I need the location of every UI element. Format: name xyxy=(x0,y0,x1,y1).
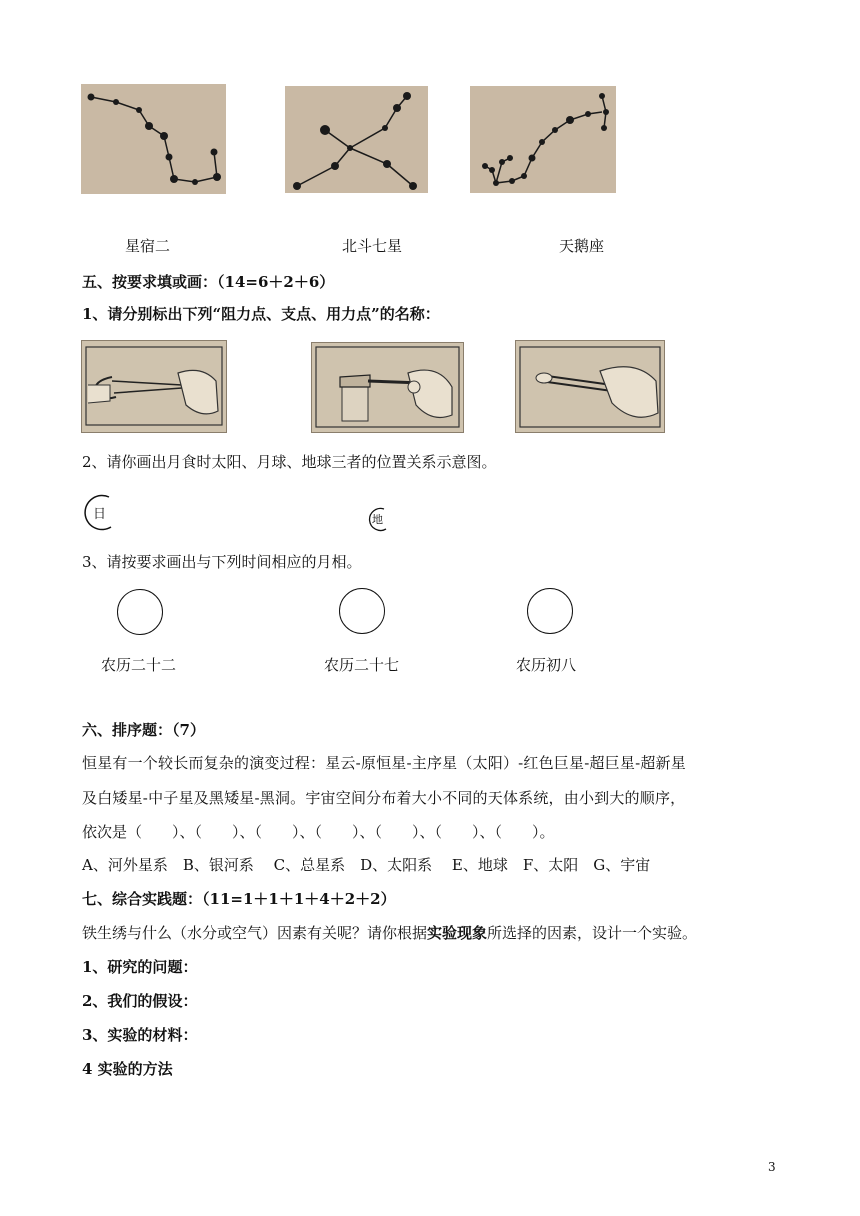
intro-emphasis: 实验现象 xyxy=(427,924,488,942)
section5-heading: 五、按要求填或画：（14=6＋2＋6） xyxy=(82,273,335,291)
section7-heading: 七、综合实践题：（11=1＋1＋1＋4＋2＋2） xyxy=(82,890,396,908)
intro-text: 所选择的因素，设计一个实验。 xyxy=(487,924,698,942)
constellation-photo-1 xyxy=(81,84,226,194)
question-5-3: 3、请按要求画出与下列时间相应的月相。 xyxy=(82,553,362,571)
constellation-label: 天鹅座 xyxy=(559,237,605,255)
question-5-2: 2、请你画出月食时太阳、月球、地球三者的位置关系示意图。 xyxy=(82,453,497,471)
sun-symbol xyxy=(81,493,123,531)
options-line: A、河外星系 B、银河系 C、总星系 D、太阳系 E、地球 F、太阳 G、宇宙 xyxy=(82,856,651,874)
experiment-item: 1、研究的问题： xyxy=(82,958,198,976)
moon-circle[interactable] xyxy=(339,588,385,634)
answer-blanks-line: 依次是（ ）、（ ）、（ ）、（ ）、（ ）、（ ）、（ ）。 xyxy=(82,823,555,841)
tool-photo-tweezers xyxy=(81,340,227,433)
question-text: 1、请分别标出下列“阻力点、支点、用力点”的名称： xyxy=(82,305,440,323)
paragraph-line: 恒星有一个较长而复杂的演变过程：星云-原恒星-主序星（太阳）-红色巨星-超巨星-超新星 xyxy=(82,754,686,772)
section6-heading: 六、排序题：（7） xyxy=(82,721,205,739)
question-5-1 xyxy=(82,304,440,324)
earth-symbol xyxy=(366,506,392,532)
section7-intro xyxy=(82,923,697,943)
moon-circle[interactable] xyxy=(117,589,163,635)
moon-date-label: 农历初八 xyxy=(516,656,577,674)
earth-symbol-label: 地 xyxy=(372,513,383,526)
constellation-label: 星宿二 xyxy=(125,237,171,255)
page-number: 3 xyxy=(768,1160,776,1174)
constellation-photo-2 xyxy=(285,86,428,193)
moon-date-label: 农历二十二 xyxy=(101,656,177,674)
tool-photo-bottle-opener xyxy=(311,342,464,433)
paragraph-line: 及白矮星-中子星及黑矮星-黑洞。宇宙空间分布着大小不同的天体系统，由小到大的顺序， xyxy=(82,789,686,807)
tool-photo-chopsticks xyxy=(515,340,665,433)
experiment-item: 4 实验的方法 xyxy=(82,1060,173,1078)
sun-symbol-label: 日 xyxy=(93,507,107,522)
intro-text: 铁生绣与什么（水分或空气）因素有关呢？请你根据 xyxy=(82,924,428,942)
constellation-photo-3 xyxy=(470,86,616,193)
experiment-item: 3、实验的材料： xyxy=(82,1026,198,1044)
constellation-label: 北斗七星 xyxy=(342,237,403,255)
moon-circle[interactable] xyxy=(527,588,573,634)
moon-date-label: 农历二十七 xyxy=(324,656,400,674)
experiment-item: 2、我们的假设： xyxy=(82,992,198,1010)
